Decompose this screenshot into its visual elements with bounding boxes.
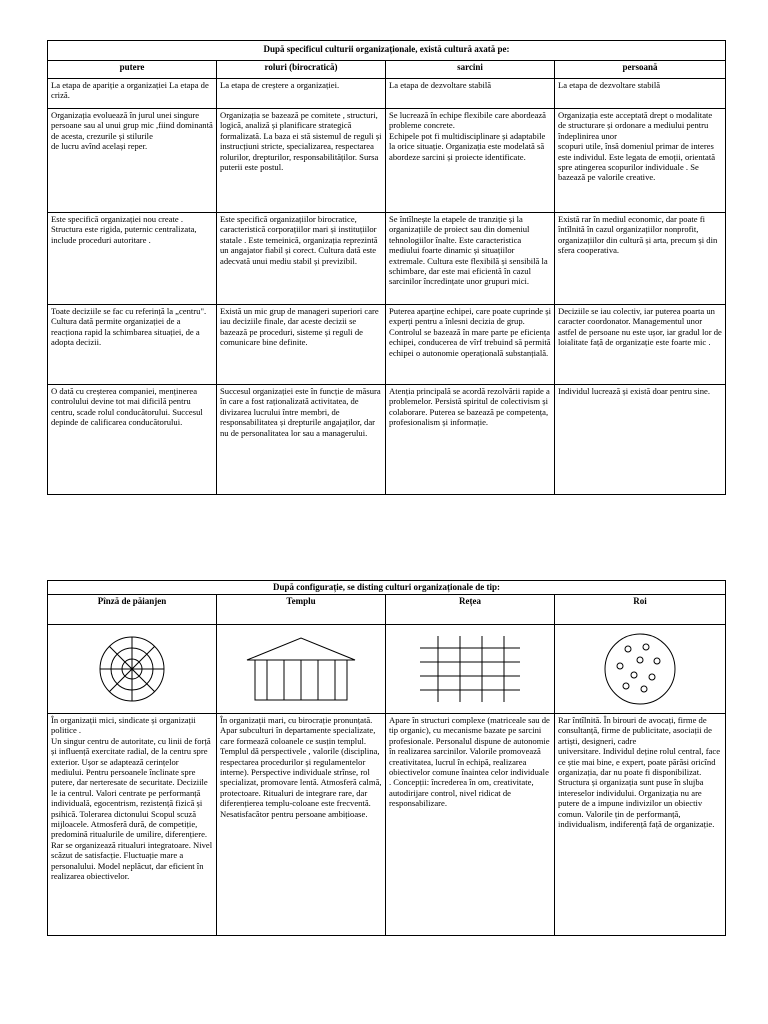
table-row	[48, 109, 726, 213]
table-row	[48, 213, 726, 305]
table-cell: Este specifică organizațiilor birocratice, caracteristică corporațiilor mari și instituțiilor statale . Este temeinică, organizația reprezintă un angajator fiabil și corect. Cultura dată este adecvată unui mediu stabil și previzibil.	[217, 213, 386, 305]
table-cell: Există un mic grup de manageri superiori care iau deciziile finale, dar aceste decizii se bazează pe proceduri, sisteme și reguli de comunicare bine definite.	[217, 305, 386, 385]
network-grid-icon	[420, 636, 520, 702]
table-cell: Toate deciziile se fac cu referință la „centru". Cultura dată permite organizației de a reacționa rapid la schimbarea situației, de a adopta decizii.	[48, 305, 217, 385]
header-network: Rețea	[386, 595, 555, 625]
table-cell: Organizația evoluează în jurul unei singure persoane sau al unui grup mic ,fiind dominantă de acesta, crezurile și stilurile de lucru avînd același reper.	[48, 109, 217, 213]
table-cell: La etapa de dezvoltare stabilă	[555, 79, 726, 109]
table-cell: În organizații mici, sindicate și organizații politice . Un singur centru de autoritate, cu linii de forță și influență exercitate radial, de la centru spre exterior. Ușor se adaptează cerințelor mediului. Pentru persoanele înclinate spre putere, dar nerteresate de securitate. Deciziile le ia centrul. Valori centrate pe performanță individuală, egocentrism, rezistență fizică și psihică. Tolerarea dictonului Scopul scuză mijloacele. Atmosferă dură, de competiție, predomină ritualurile de umilire, diferențiere. Rar se organizează ritualuri integratoare. Nivel scăzut de satisfacție. Fluctuație mare a personalului. Model neplăcut, dar eficient în realizarea obiectivelor.	[48, 714, 217, 936]
header-persoana: persoană	[555, 61, 726, 79]
table-cell: Organizația se bazează pe comitete , structuri, logică, analiză și planificare strategică formalizată. La baza ei stă sistemul de reguli și instrucțiuni stricte, specializarea, respectarea rolurilor, drepturilor, responsabilităților. Sursa puterii este postul.	[217, 109, 386, 213]
swarm-cell	[555, 625, 726, 714]
temple-cell	[217, 625, 386, 714]
culture-configuration-table	[47, 580, 726, 936]
temple-icon	[245, 636, 357, 702]
table-cell: Organizația este acceptată drept o modalitate de structurare și ordonare a mediului pentru îndeplinirea unor scopuri utile, însă domeniul primar de interes este individul. Este legata de emoții, orientată spre atingerea scopurilor individuale . Se bazează pe valorile creative.	[555, 109, 726, 213]
table-row	[48, 385, 726, 495]
table-cell: Individul lucrează și există doar pentru sine.	[555, 385, 726, 495]
header-temple: Templu	[217, 595, 386, 625]
table-cell: Atenția principală se acordă rezolvării rapide a problemelor. Persistă spiritul de colectivism și colaborare. Puterea se bazează pe competența, profesionalism și informație.	[386, 385, 555, 495]
header-roluri: roluri (birocratică)	[217, 61, 386, 79]
table-cell: O dată cu creșterea companiei, menținerea controlului devine tot mai dificilă pentru centru, scade rolul conducătorului. Succesul depinde de calificarea conducătorului.	[48, 385, 217, 495]
table-cell: La etapa de creștere a organizației.	[217, 79, 386, 109]
table-cell: Există rar în mediul economic, dar poate fi întîlnită în cazul organizațiilor nonprofit, organizațiilor din cultură și arta, precum și din sfera cooperativa.	[555, 213, 726, 305]
table-row	[48, 305, 726, 385]
table-cell: Se lucrează în echipe flexibile care abordează probleme concrete. Echipele pot fi multidisciplinare și adaptabile la orice situație. Organizația este modelată să abordeze sarcini și proiecte identificate.	[386, 109, 555, 213]
culture-focus-table	[47, 40, 726, 495]
table-cell: La etapa de apariție a organizației La etapa de criză.	[48, 79, 217, 109]
table2-title: După configurație, se disting culturi organizaționale de tip:	[48, 581, 726, 595]
table-cell: Se întîlnește la etapele de tranziție și la organizațiile de proiect sau din domeniul tehnologiilor înalte. Este caracteristica mediului foarte dinamic și situațiilor extremale. Cultura este flexibilă și sensibilă la schimbare, dar este mai eficientă în cazul sarcinilor încredințate unor grupuri mici.	[386, 213, 555, 305]
table-cell: La etapa de dezvoltare stabilă	[386, 79, 555, 109]
header-sarcini: sarcini	[386, 61, 555, 79]
table-cell: Rar întîlnită. În birouri de avocați, firme de consultanță, firme de publicitate, asociații de artiști, designeri, cadre universitare. Individul deține rolul central, face ce știe mai bine, e expert, poate părăsi oricînd organizația, dar nu poate fi disponibilizat. Structura și organizația sunt puse în slujba intereselor individului. Organizația nu are putere de a impune indivizilor un obiectiv comun. Valorile țin de performanță, individualism, indiferență față de organizație.	[555, 714, 726, 936]
table-cell: Puterea aparține echipei, care poate cuprinde și experți pentru a înlesni decizia de grup. Controlul se bazează în mare parte pe eficiența echipei, conducerea de vîrf trebuind să permită echipei o autonomie operațională substanțială.	[386, 305, 555, 385]
table-row	[48, 714, 726, 936]
table-row	[48, 79, 726, 109]
swarm-icon	[602, 631, 678, 707]
table-cell: Este specifică organizației nou create . Structura este rigida, puternic centralizata, include proceduri autoritare .	[48, 213, 217, 305]
table-cell: Apare în structuri complexe (matriceale sau de tip organic), cu mecanisme bazate pe sarcini profesionale. Personalul dispune de autonomie în realizarea sarcinilor. Valorile promovează creativitatea, lucrul în echipă, realizarea obiectivelor comune înaintea celor individuale . Concepții: încrederea în om, creativitate, autodirijare control, nivel ridicat de responsabilizare.	[386, 714, 555, 936]
table-cell: În organizații mari, cu birocrație pronunțată. Apar subculturi în departamente specializate, care formează coloanele ce susțin templul. Templul dă perspectivele , valorile (disciplina, respectarea procedurilor și regulamentelor interne). Perspective individuale strînse, rol specializat, promovare lentă. Atmosferă calmă, protectoare. Ritualuri de integrare rare, dar diferențierea templu-coloane este frecventă. Nesatisfacător pentru persoane ambițioase.	[217, 714, 386, 936]
network-grid-cell	[386, 625, 555, 714]
table-cell: Deciziile se iau colectiv, iar puterea poarta un caracter coordonator. Managementul unor astfel de persoane nu este ușor, iar gradul lor de loialitate față de organizație este foarte mic .	[555, 305, 726, 385]
table-cell: Succesul organizației este în funcție de măsura în care a fost raționalizată activitatea, de divizarea lucrului între membri, de responsabilitatea și drepturile angajaților, dar nu de personalitatea lor sau a managerului.	[217, 385, 386, 495]
header-putere: putere	[48, 61, 217, 79]
table1-title: După specificul culturii organizaționale, există cultură axată pe:	[48, 41, 726, 61]
header-spider-web: Pînză de păianjen	[48, 595, 217, 625]
header-swarm: Roi	[555, 595, 726, 625]
spider-web-icon	[97, 634, 167, 704]
spider-web-cell	[48, 625, 217, 714]
